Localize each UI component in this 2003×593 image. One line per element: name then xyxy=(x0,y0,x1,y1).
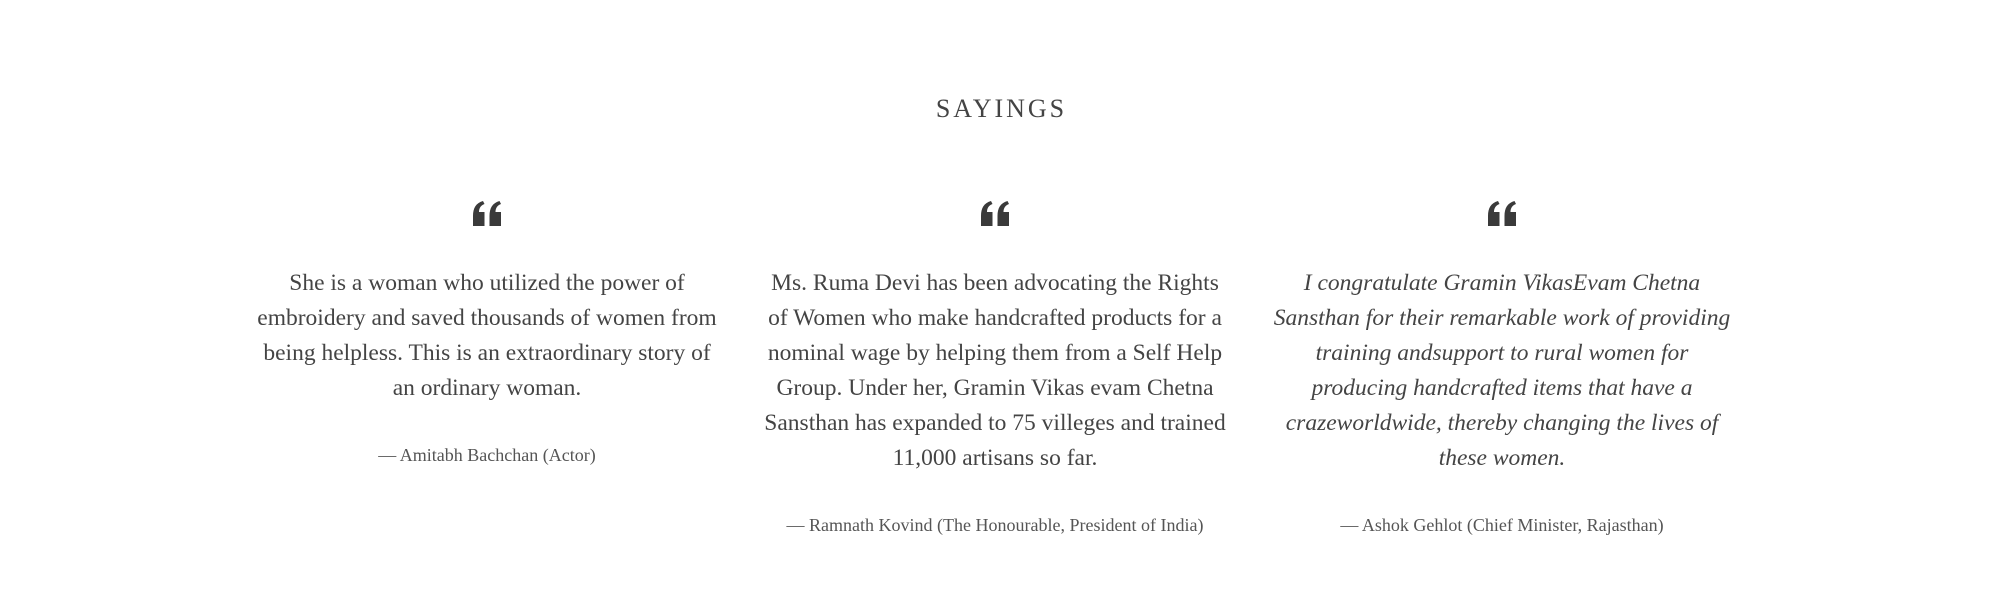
testimonial-card xyxy=(1267,200,1737,537)
quote-open-icon xyxy=(760,200,1230,246)
quote-text: She is a woman who utilized the power of embroidery and saved thousands of women from being helpless. This is an extraordinary story of an ordinary woman. xyxy=(257,270,717,401)
section-title: SAYINGS xyxy=(935,94,1068,123)
quote-open-icon xyxy=(1267,200,1737,246)
testimonial-card xyxy=(252,200,722,467)
quote-author: — Amitabh Bachchan (Actor) xyxy=(378,445,596,465)
quote-text: I congratulate Gramin VikasEvam Chetna Sansthan for their remarkable work of providing training andsupport to rural women for producing handcrafted items that have a crazeworldwide, thereby changing the lives of these women. xyxy=(1273,270,1731,471)
quote-author: — Ramnath Kovind (The Honourable, President of India) xyxy=(786,515,1204,535)
quote-text: Ms. Ruma Devi has been advocating the Rights of Women who make handcrafted products for a nominal wage by helping them from a Self Help Group. Under her, Gramin Vikas evam Chetna Sansthan has expanded to 75 villeges and trained 11,000 artisans so far. xyxy=(764,270,1226,471)
testimonial-card xyxy=(760,200,1230,537)
quote-author: — Ashok Gehlot (Chief Minister, Rajasthan) xyxy=(1340,515,1664,535)
quote-open-icon xyxy=(252,200,722,246)
